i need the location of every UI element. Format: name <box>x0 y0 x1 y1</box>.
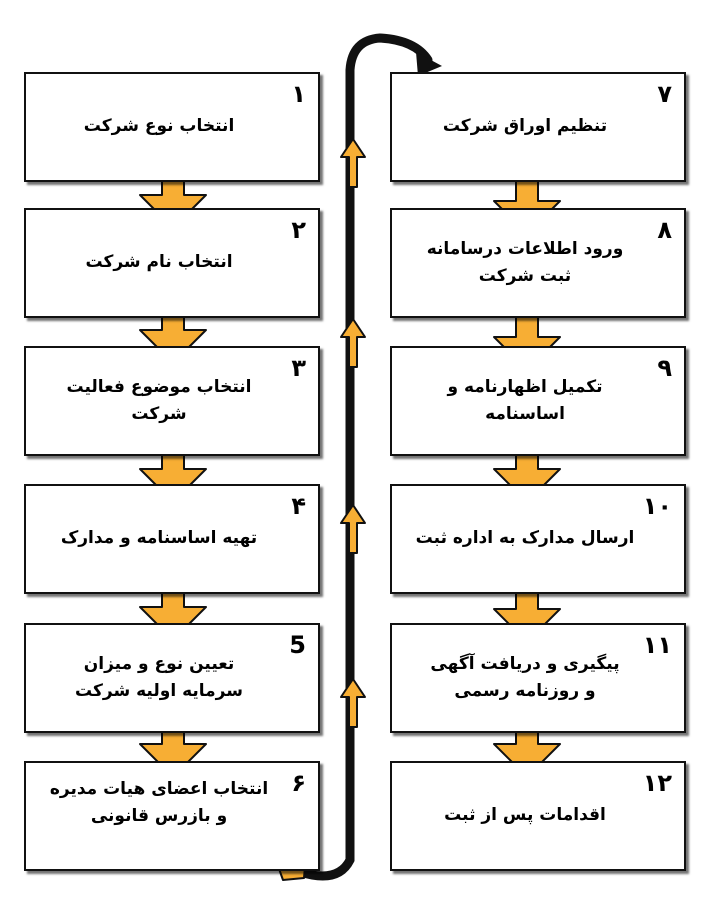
step-label: انتخاب نام شرکت <box>85 252 233 273</box>
step-number: ۱۱ <box>642 631 672 659</box>
step-box-1 <box>24 72 320 182</box>
step-number: ۶ <box>291 769 306 797</box>
step-number: ۱۰ <box>642 492 672 520</box>
up-arrow-icon <box>341 139 365 187</box>
step-box-9 <box>390 346 686 456</box>
up-arrow-icon <box>341 505 365 553</box>
step-label: پیگیری و دریافت آگهی و روزنامه رسمی <box>430 653 620 701</box>
step-number: ۹ <box>657 354 672 382</box>
step-label: تنظیم اوراق شرکت <box>442 116 608 137</box>
step-number: ۷ <box>657 80 672 108</box>
step-number: ۴ <box>291 492 306 520</box>
step-label: تعیین نوع و میزان سرمایه اولیه شرکت <box>75 653 243 701</box>
step-box-2 <box>24 208 320 318</box>
step-box-7 <box>390 72 686 182</box>
step-box-4 <box>24 484 320 594</box>
step-label: ارسال مدارک به اداره ثبت <box>415 528 635 549</box>
step-box-12 <box>390 761 686 871</box>
step-box-3 <box>24 346 320 456</box>
step-number: ۱۲ <box>642 769 672 797</box>
step-label: ورود اطلاعات درسامانه ثبت شرکت <box>426 238 624 286</box>
step-label: اقدامات پس از ثبت <box>444 805 606 826</box>
step-number: ۳ <box>291 354 306 382</box>
step-number: 5 <box>289 631 306 659</box>
step-label: انتخاب اعضای هیات مدیره و بازرس قانونی <box>49 778 269 826</box>
step-box-5 <box>24 623 320 733</box>
step-box-8 <box>390 208 686 318</box>
step-box-11 <box>390 623 686 733</box>
step-label: تکمیل اظهارنامه و اساسنامه <box>447 376 603 424</box>
up-arrow-icon <box>341 679 365 727</box>
up-arrow-icon <box>341 319 365 367</box>
step-number: ۱ <box>291 80 306 108</box>
step-label: انتخاب نوع شرکت <box>83 116 235 137</box>
step-number: ۸ <box>657 216 672 244</box>
step-label: انتخاب موضوع فعالیت شرکت <box>66 376 252 424</box>
step-number: ۲ <box>291 216 306 244</box>
step-box-10 <box>390 484 686 594</box>
step-label: تهیه اساسنامه و مدارک <box>60 528 258 549</box>
step-box-6 <box>24 761 320 871</box>
